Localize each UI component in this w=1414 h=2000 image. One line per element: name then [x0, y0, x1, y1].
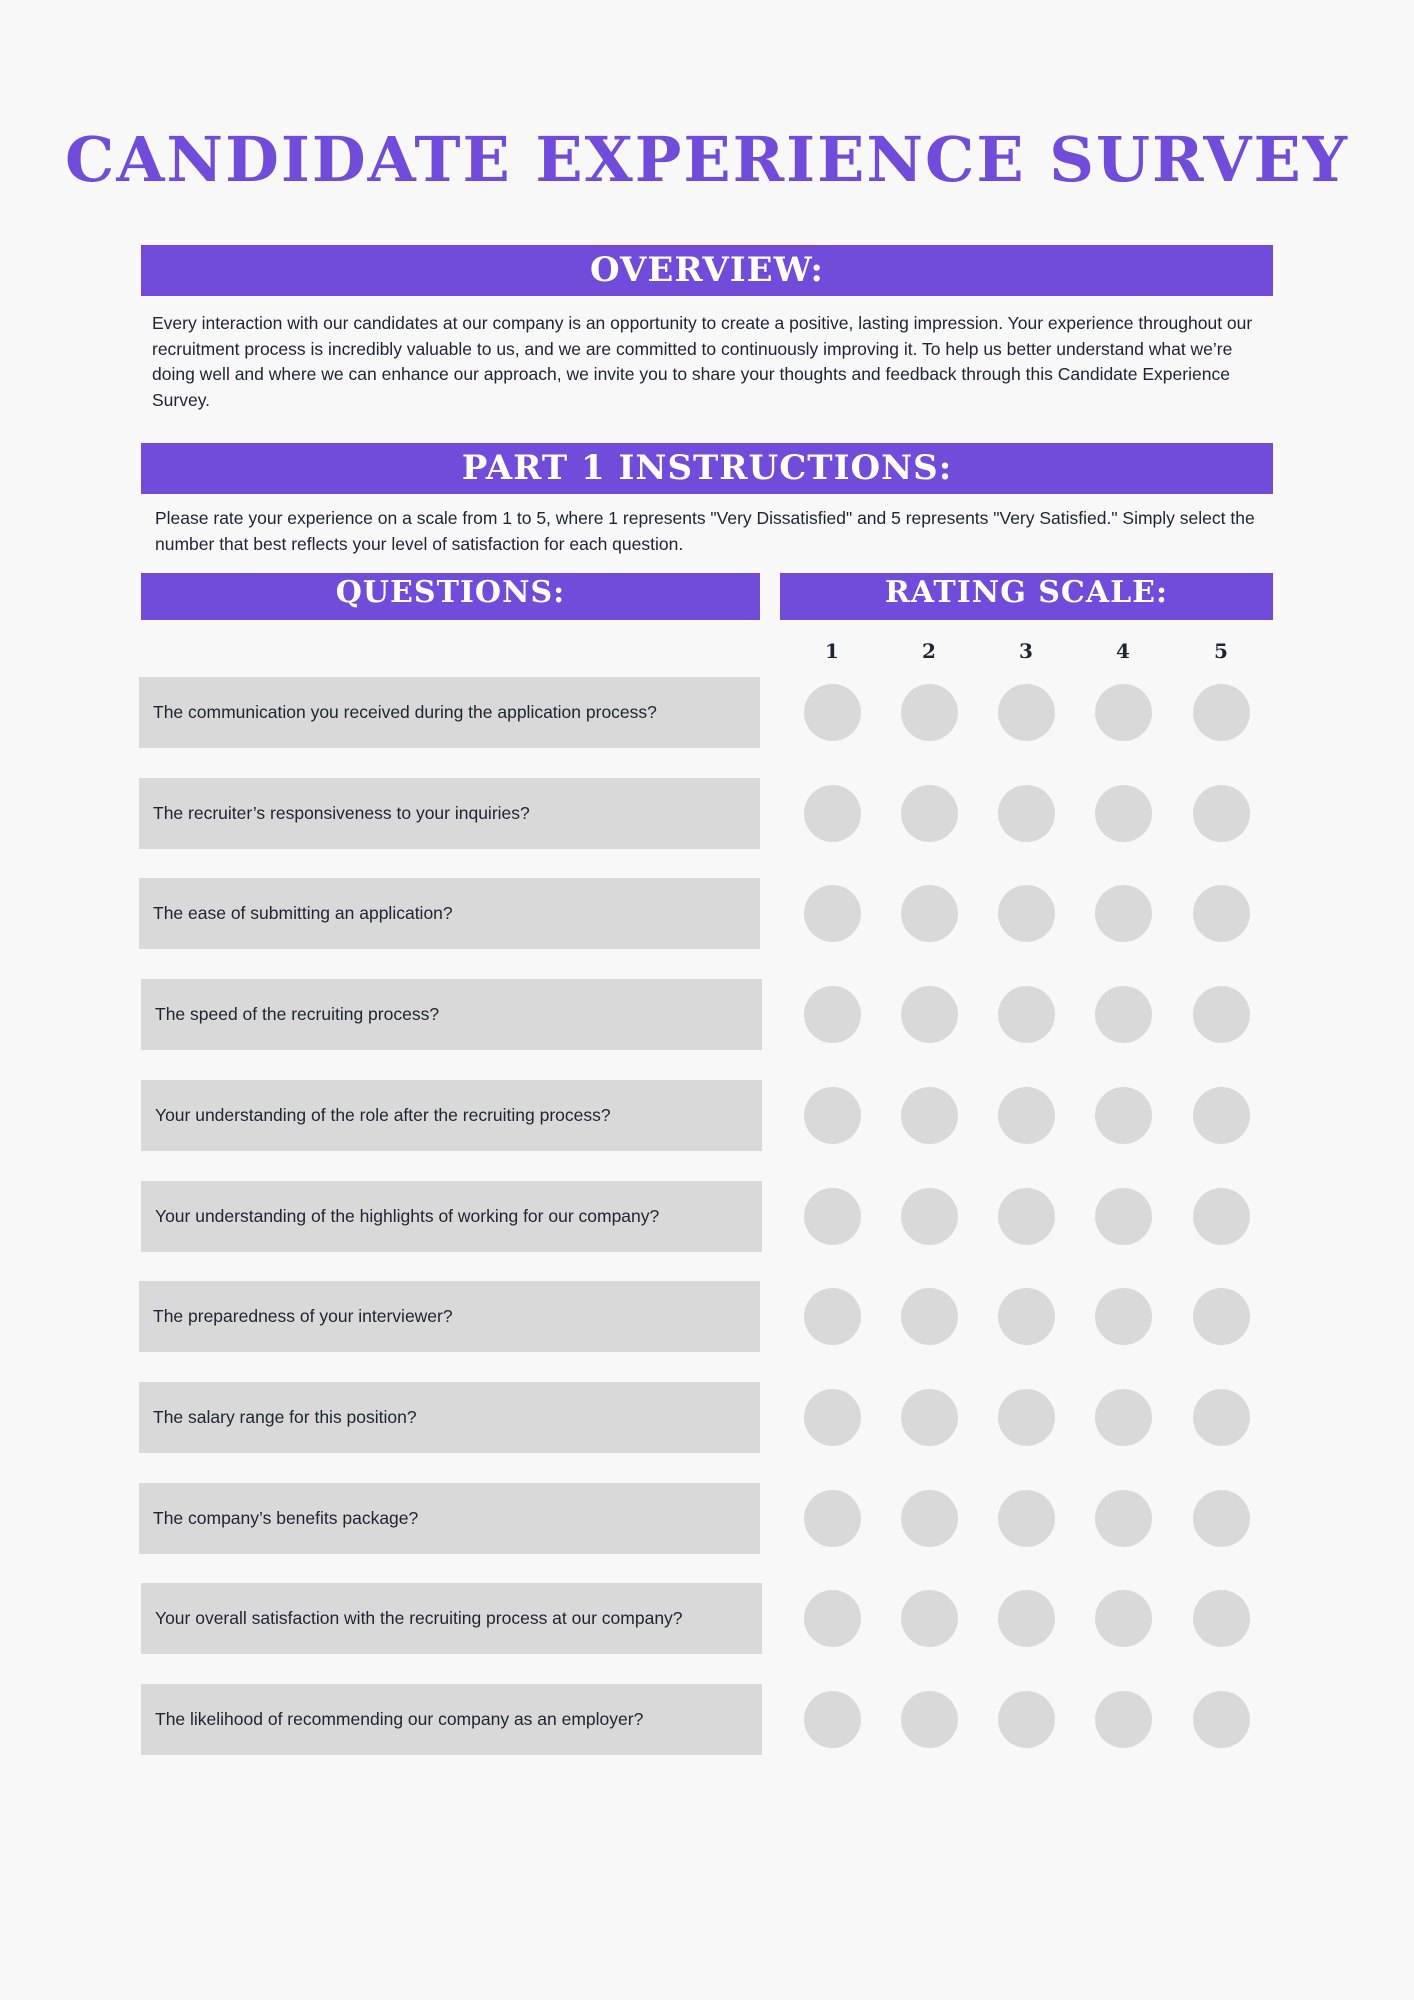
- rating-scale-label-2: 2: [922, 639, 936, 663]
- question-text: The preparedness of your interviewer?: [153, 1306, 453, 1327]
- rating-option-4[interactable]: [1095, 1087, 1152, 1144]
- rating-option-3[interactable]: [998, 885, 1055, 942]
- rating-option-5[interactable]: [1193, 1691, 1250, 1748]
- rating-option-2[interactable]: [901, 1590, 958, 1647]
- rating-option-4[interactable]: [1095, 684, 1152, 741]
- rating-option-5[interactable]: [1193, 1188, 1250, 1245]
- rating-option-5[interactable]: [1193, 1389, 1250, 1446]
- question-text: The salary range for this position?: [153, 1406, 417, 1427]
- rating-option-1[interactable]: [804, 986, 861, 1043]
- rating-option-5[interactable]: [1193, 1490, 1250, 1547]
- rating-option-3[interactable]: [998, 1087, 1055, 1144]
- rating-option-1[interactable]: [804, 885, 861, 942]
- rating-option-3[interactable]: [998, 684, 1055, 741]
- rating-option-2[interactable]: [901, 885, 958, 942]
- rating-option-1[interactable]: [804, 1288, 861, 1345]
- question-box: [139, 878, 760, 949]
- rating-option-4[interactable]: [1095, 1590, 1152, 1647]
- rating-option-3[interactable]: [998, 1490, 1055, 1547]
- question-text: Your overall satisfaction with the recruiting process at our company?: [155, 1608, 683, 1629]
- rating-option-3[interactable]: [998, 1288, 1055, 1345]
- rating-scale-column-heading: RATING SCALE:: [780, 573, 1273, 620]
- rating-option-5[interactable]: [1193, 1590, 1250, 1647]
- rating-option-3[interactable]: [998, 1691, 1055, 1748]
- rating-option-4[interactable]: [1095, 1490, 1152, 1547]
- rating-option-3[interactable]: [998, 1389, 1055, 1446]
- rating-option-4[interactable]: [1095, 1691, 1152, 1748]
- rating-option-2[interactable]: [901, 1188, 958, 1245]
- question-text: The recruiter’s responsiveness to your inquiries?: [153, 802, 530, 823]
- rating-option-2[interactable]: [901, 1490, 958, 1547]
- question-box: [139, 778, 760, 849]
- rating-scale-label-3: 3: [1019, 639, 1033, 663]
- question-box: [141, 979, 762, 1050]
- part1-instructions-heading: PART 1 INSTRUCTIONS:: [141, 443, 1273, 494]
- question-text: The company’s benefits package?: [153, 1507, 419, 1528]
- rating-option-4[interactable]: [1095, 1389, 1152, 1446]
- question-text: The communication you received during the application process?: [153, 702, 657, 722]
- rating-scale-label-1: 1: [825, 639, 839, 663]
- rating-option-5[interactable]: [1193, 684, 1250, 741]
- rating-option-1[interactable]: [804, 1087, 861, 1144]
- rating-option-5[interactable]: [1193, 785, 1250, 842]
- question-text: Your understanding of the highlights of working for our company?: [155, 1205, 660, 1226]
- rating-option-5[interactable]: [1193, 1288, 1250, 1345]
- question-text: The speed of the recruiting process?: [155, 1004, 440, 1025]
- rating-option-2[interactable]: [901, 1288, 958, 1345]
- rating-scale-label-5: 5: [1214, 639, 1228, 663]
- rating-option-2[interactable]: [901, 986, 958, 1043]
- rating-option-5[interactable]: [1193, 1087, 1250, 1144]
- part1-instructions-text: Please rate your experience on a scale from 1 to 5, where 1 represents "Very Dissatisfied" and 5 represents "Very Satisfied." Simply select the number that best reflects your level of satisfaction for each question.: [155, 508, 1255, 554]
- question-box: [139, 677, 760, 748]
- rating-option-2[interactable]: [901, 785, 958, 842]
- rating-option-5[interactable]: [1193, 986, 1250, 1043]
- question-box: [139, 1281, 760, 1352]
- rating-option-4[interactable]: [1095, 1288, 1152, 1345]
- question-box: [141, 1181, 762, 1252]
- rating-option-5[interactable]: [1193, 885, 1250, 942]
- questions-column-heading: QUESTIONS:: [141, 573, 760, 620]
- question-box: [141, 1684, 762, 1755]
- rating-option-1[interactable]: [804, 1490, 861, 1547]
- rating-option-2[interactable]: [901, 1389, 958, 1446]
- rating-option-2[interactable]: [901, 1087, 958, 1144]
- overview-text: Every interaction with our candidates at our company is an opportunity to create a positive, lasting impression. Your experience throughout our recruitment process is incredibly valuable to us, and we are committed to continuously improving it. To help us better understand what we’re doing well and where we can enhance our approach, we invite you to share your thoughts and feedback through this Candidate Experience Survey.: [152, 313, 1253, 410]
- overview-heading: OVERVIEW:: [141, 245, 1273, 296]
- rating-option-4[interactable]: [1095, 885, 1152, 942]
- rating-option-1[interactable]: [804, 1590, 861, 1647]
- rating-option-1[interactable]: [804, 1691, 861, 1748]
- rating-option-4[interactable]: [1095, 785, 1152, 842]
- question-box: [141, 1583, 762, 1654]
- rating-option-1[interactable]: [804, 1188, 861, 1245]
- rating-option-4[interactable]: [1095, 986, 1152, 1043]
- rating-option-3[interactable]: [998, 1188, 1055, 1245]
- question-text: Your understanding of the role after the recruiting process?: [155, 1104, 611, 1125]
- rating-option-2[interactable]: [901, 684, 958, 741]
- rating-option-1[interactable]: [804, 684, 861, 741]
- page-title: CANDIDATE EXPERIENCE SURVEY: [64, 123, 1349, 196]
- rating-scale-label-4: 4: [1116, 639, 1130, 663]
- rating-option-3[interactable]: [998, 1590, 1055, 1647]
- question-box: [139, 1382, 760, 1453]
- rating-option-3[interactable]: [998, 785, 1055, 842]
- rating-option-2[interactable]: [901, 1691, 958, 1748]
- question-text: The likelihood of recommending our company as an employer?: [155, 1709, 644, 1729]
- question-text: The ease of submitting an application?: [153, 903, 453, 924]
- question-box: [141, 1080, 762, 1151]
- rating-option-4[interactable]: [1095, 1188, 1152, 1245]
- rating-option-1[interactable]: [804, 785, 861, 842]
- rating-option-1[interactable]: [804, 1389, 861, 1446]
- question-box: [139, 1483, 760, 1554]
- rating-option-3[interactable]: [998, 986, 1055, 1043]
